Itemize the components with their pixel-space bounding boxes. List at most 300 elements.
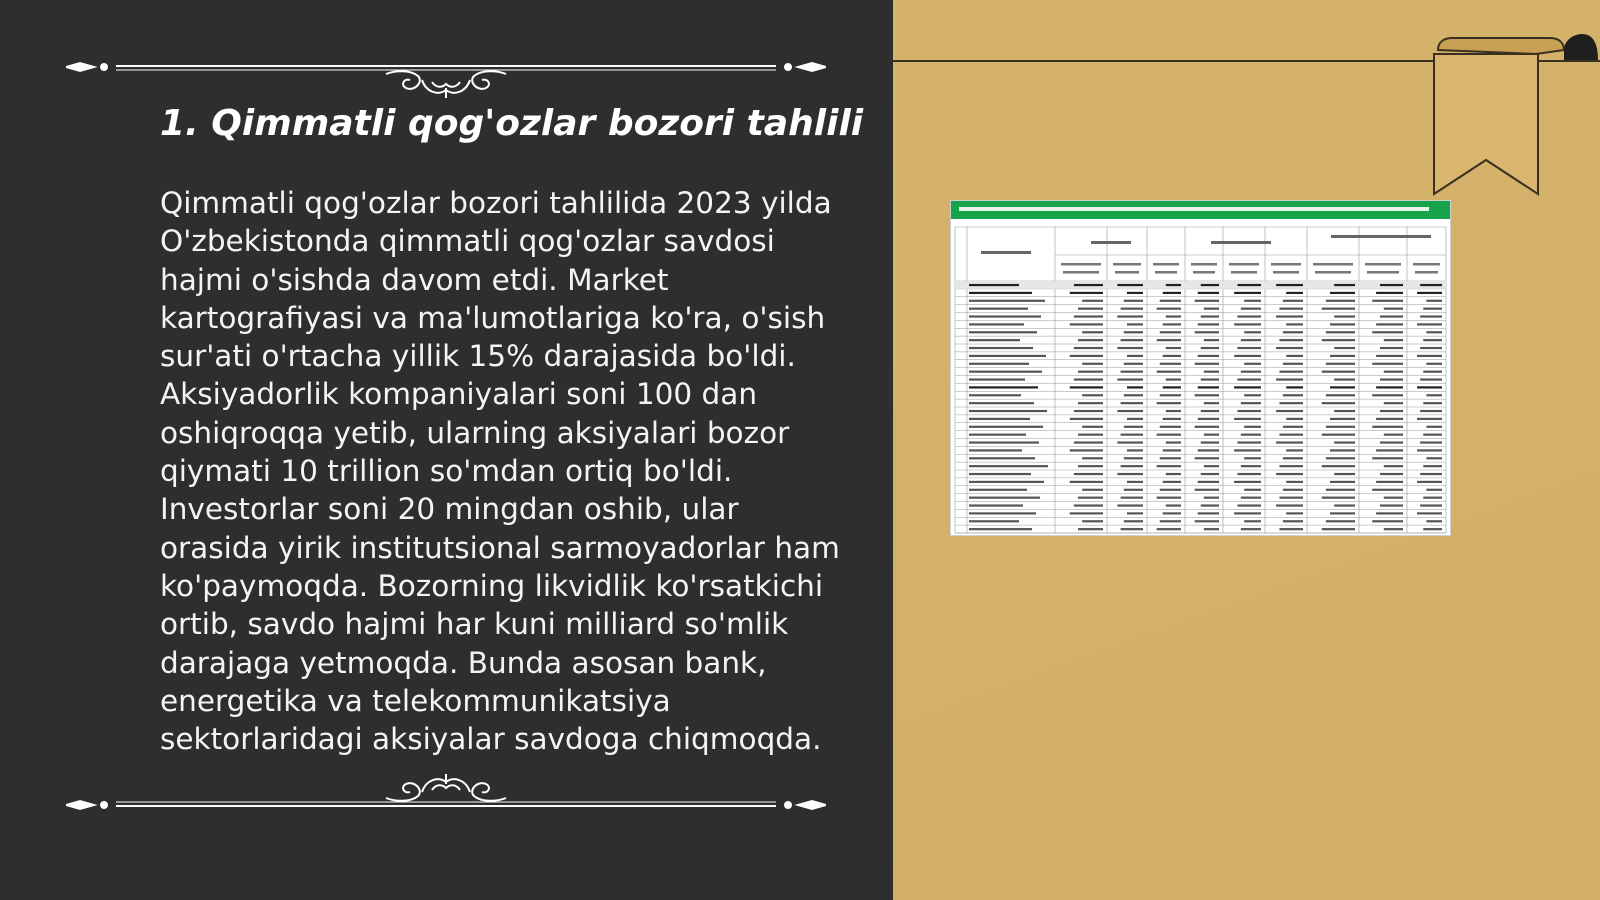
table-cell-text [1195, 520, 1219, 522]
table-cell-text [1163, 418, 1181, 420]
table-cell-text [1127, 323, 1143, 325]
table-cell-text [1322, 339, 1355, 341]
table-cell-text [1384, 339, 1403, 341]
table-cell-text [969, 481, 1044, 483]
table-cell-text [1157, 465, 1181, 467]
table-cell-text [1420, 410, 1442, 412]
table-cell-text [1423, 434, 1442, 436]
table-cell-text [1166, 410, 1181, 412]
table-cell-text [1380, 315, 1403, 317]
table-cell-text [1237, 441, 1261, 443]
table-cell-text [1376, 292, 1403, 294]
table-cell-text [1417, 355, 1442, 357]
table-row-highlight [955, 281, 1446, 289]
table-cell-text [1420, 284, 1442, 286]
table-cell-text [1423, 339, 1442, 341]
table-cell-text [1198, 323, 1219, 325]
table-cell-text [1286, 323, 1303, 325]
table-cell-text [1372, 331, 1403, 333]
table-cell-text [1426, 520, 1442, 522]
table-header-text [1211, 241, 1271, 244]
table-cell-text [1124, 457, 1143, 459]
table-cell-text [1372, 457, 1403, 459]
table-cell-text [1157, 497, 1181, 499]
table-cell-text [1420, 441, 1442, 443]
table-cell-text [969, 465, 1048, 467]
table-cell-text [1204, 402, 1219, 404]
table-cell-text [1195, 363, 1219, 365]
table-cell-text [1283, 426, 1303, 428]
table-cell-text [969, 355, 1046, 357]
table-cell-text [1244, 520, 1261, 522]
table-cell-text [1237, 284, 1261, 286]
table-cell-text [1082, 426, 1103, 428]
table-cell-text [1330, 481, 1355, 483]
table-cell-text [1166, 441, 1181, 443]
table-cell-text [1286, 418, 1303, 420]
table-cell-text [1117, 347, 1143, 349]
table-header-text [1365, 263, 1401, 266]
table-header-text [1061, 263, 1101, 266]
table-header-text [1091, 241, 1131, 244]
table-cell-text [1334, 378, 1355, 380]
table-cell-text [1163, 386, 1181, 388]
table-cell-text [1198, 386, 1219, 388]
table-cell-text [1279, 308, 1303, 310]
table-cell-text [1330, 512, 1355, 514]
table-cell-text [969, 323, 1024, 325]
table-cell-text [1082, 363, 1103, 365]
table-cell-text [1334, 410, 1355, 412]
table-cell-text [1380, 473, 1403, 475]
table-cell-text [1124, 489, 1143, 491]
table-cell-text [1380, 410, 1403, 412]
table-cell-text [1376, 323, 1403, 325]
table-cell-text [1234, 512, 1261, 514]
table-cell-text [969, 449, 1022, 451]
table-cell-text [1283, 331, 1303, 333]
table-cell-text [1326, 489, 1355, 491]
table-cell-text [1420, 473, 1442, 475]
table-cell-text [1426, 457, 1442, 459]
table-cell-text [1160, 331, 1181, 333]
table-cell-text [1160, 363, 1181, 365]
table-cell-text [1204, 497, 1219, 499]
table-cell-text [1283, 520, 1303, 522]
table-cell-text [1117, 378, 1143, 380]
table-cell-text [1078, 339, 1103, 341]
divider-scroll-icon [66, 772, 826, 832]
table-cell-text [1195, 331, 1219, 333]
table-cell-text [1121, 434, 1143, 436]
table-cell-text [1372, 489, 1403, 491]
table-cell-text [1237, 347, 1261, 349]
table-cell-text [1204, 465, 1219, 467]
table-cell-text [1417, 449, 1442, 451]
table-cell-text [1201, 473, 1219, 475]
table-cell-text [1372, 394, 1403, 396]
table-cell-text [1279, 465, 1303, 467]
table-cell-text [1244, 331, 1261, 333]
table-cell-text [1372, 520, 1403, 522]
table-cell-text [1195, 426, 1219, 428]
table-cell-text [969, 308, 1028, 310]
table-cell-text [1244, 300, 1261, 302]
table-cell-text [1121, 528, 1143, 530]
table-cell-text [1160, 394, 1181, 396]
table-header-text [1231, 271, 1257, 274]
table-cell-text [1237, 315, 1261, 317]
table-cell-text [1234, 418, 1261, 420]
table-cell-text [1117, 284, 1143, 286]
table-cell-text [1330, 449, 1355, 451]
table-cell-text [1078, 497, 1103, 499]
table-cell-text [1127, 292, 1143, 294]
table-cell-text [1198, 292, 1219, 294]
table-cell-text [1376, 355, 1403, 357]
table-cell-text [1195, 457, 1219, 459]
table-cell-text [1276, 347, 1303, 349]
table-cell-text [1334, 441, 1355, 443]
table-cell-text [1070, 418, 1103, 420]
table-cell-text [969, 347, 1033, 349]
table-graphic [951, 201, 1450, 535]
table-cell-text [1417, 386, 1442, 388]
table-title-text [959, 207, 1429, 211]
table-cell-text [1283, 394, 1303, 396]
table-cell-text [1384, 497, 1403, 499]
table-cell-text [969, 402, 1034, 404]
table-cell-text [1384, 434, 1403, 436]
table-cell-text [1166, 347, 1181, 349]
table-cell-text [1163, 292, 1181, 294]
table-cell-text [1157, 528, 1181, 530]
table-cell-text [1163, 323, 1181, 325]
table-cell-text [969, 418, 1030, 420]
table-header-text [1229, 263, 1259, 266]
table-cell-text [1074, 410, 1103, 412]
table-cell-text [1117, 473, 1143, 475]
table-cell-text [1286, 386, 1303, 388]
table-cell-text [1201, 284, 1219, 286]
table-cell-text [1078, 402, 1103, 404]
table-cell-text [1322, 434, 1355, 436]
table-cell-text [1283, 300, 1303, 302]
table-cell-text [1204, 371, 1219, 373]
table-cell-text [969, 300, 1045, 302]
table-cell-text [1157, 308, 1181, 310]
table-cell-text [1237, 410, 1261, 412]
table-cell-text [1417, 418, 1442, 420]
table-cell-text [1074, 347, 1103, 349]
table-cell-text [1157, 371, 1181, 373]
table-cell-text [1201, 504, 1219, 506]
table-cell-text [1334, 473, 1355, 475]
table-cell-text [1380, 284, 1403, 286]
table-cell-text [1163, 355, 1181, 357]
table-cell-text [1286, 481, 1303, 483]
table-cell-text [969, 457, 1035, 459]
table-cell-text [1074, 315, 1103, 317]
table-cell-text [1082, 394, 1103, 396]
table-cell-text [1372, 363, 1403, 365]
table-cell-text [1241, 402, 1261, 404]
table-cell-text [1279, 402, 1303, 404]
table-cell-text [969, 363, 1029, 365]
table-cell-text [1420, 315, 1442, 317]
table-header-text [1115, 271, 1139, 274]
table-cell-text [1234, 355, 1261, 357]
table-header-text [1063, 271, 1099, 274]
table-cell-text [1078, 308, 1103, 310]
table-cell-text [1276, 315, 1303, 317]
table-cell-text [1376, 512, 1403, 514]
table-header-text [1273, 271, 1299, 274]
table-cell-text [1283, 363, 1303, 365]
table-cell-text [1244, 363, 1261, 365]
table-cell-text [1326, 300, 1355, 302]
table-cell-text [1241, 371, 1261, 373]
table-cell-text [1423, 497, 1442, 499]
table-cell-text [1124, 300, 1143, 302]
table-cell-text [1166, 504, 1181, 506]
table-cell-text [1322, 497, 1355, 499]
table-cell-text [1384, 402, 1403, 404]
table-cell-text [1376, 386, 1403, 388]
table-cell-text [1234, 386, 1261, 388]
table-cell-text [1276, 284, 1303, 286]
table-cell-text [969, 473, 1031, 475]
table-cell-text [1127, 418, 1143, 420]
table-cell-text [1195, 394, 1219, 396]
table-cell-text [1166, 378, 1181, 380]
table-header-text [1367, 271, 1399, 274]
table-cell-text [1286, 449, 1303, 451]
table-cell-text [1423, 371, 1442, 373]
table-cell-text [1127, 512, 1143, 514]
table-cell-text [1198, 481, 1219, 483]
table-cell-text [1244, 426, 1261, 428]
table-cell-text [1244, 394, 1261, 396]
table-cell-text [1384, 308, 1403, 310]
table-cell-text [969, 315, 1041, 317]
table-cell-text [1078, 528, 1103, 530]
table-cell-text [1160, 426, 1181, 428]
table-header-text [1313, 263, 1353, 266]
table-cell-text [969, 520, 1019, 522]
table-cell-text [1276, 504, 1303, 506]
table-cell-text [969, 339, 1020, 341]
table-cell-text [1241, 308, 1261, 310]
table-cell-text [1070, 449, 1103, 451]
table-cell-text [1330, 418, 1355, 420]
table-cell-text [1423, 465, 1442, 467]
table-cell-text [1124, 394, 1143, 396]
table-cell-text [1117, 441, 1143, 443]
table-cell-text [1070, 481, 1103, 483]
table-cell-text [1163, 481, 1181, 483]
table-cell-text [1376, 481, 1403, 483]
table-cell-text [1276, 410, 1303, 412]
table-cell-text [1166, 473, 1181, 475]
table-cell-text [1279, 371, 1303, 373]
table-cell-text [1121, 339, 1143, 341]
table-cell-text [1283, 457, 1303, 459]
table-cell-text [1117, 410, 1143, 412]
table-cell-text [1127, 355, 1143, 357]
table-cell-text [1121, 308, 1143, 310]
table-cell-text [1241, 339, 1261, 341]
table-cell-text [1121, 497, 1143, 499]
table-cell-text [1124, 331, 1143, 333]
table-header-text [1191, 263, 1217, 266]
table-cell-text [1380, 441, 1403, 443]
table-cell-text [1241, 465, 1261, 467]
table-cell-text [1326, 363, 1355, 365]
table-cell-text [1082, 457, 1103, 459]
table-cell-text [969, 378, 1025, 380]
table-cell-text [1334, 504, 1355, 506]
table-cell-text [1283, 489, 1303, 491]
table-cell-text [1286, 355, 1303, 357]
table-cell-text [1241, 528, 1261, 530]
table-cell-text [1330, 355, 1355, 357]
table-cell-text [1234, 292, 1261, 294]
table-cell-text [1157, 339, 1181, 341]
table-cell-text [1326, 520, 1355, 522]
table-cell-text [969, 497, 1040, 499]
table-cell-text [1244, 457, 1261, 459]
table-cell-text [1124, 363, 1143, 365]
table-cell-text [1380, 347, 1403, 349]
table-cell-text [1121, 371, 1143, 373]
table-cell-text [1163, 512, 1181, 514]
table-cell-text [1074, 473, 1103, 475]
table-cell-text [1417, 512, 1442, 514]
table-cell-text [1204, 308, 1219, 310]
table-cell-text [1078, 465, 1103, 467]
table-header-text [1113, 263, 1141, 266]
table-cell-text [969, 504, 1023, 506]
table-cell-text [1160, 300, 1181, 302]
table-header-text [1193, 271, 1215, 274]
table-cell-text [1082, 520, 1103, 522]
table-cell-text [1127, 386, 1143, 388]
table-cell-text [1166, 315, 1181, 317]
table-cell-text [1078, 371, 1103, 373]
divider-scroll-icon [66, 40, 826, 100]
table-cell-text [969, 394, 1021, 396]
table-cell-text [1237, 378, 1261, 380]
table-cell-text [1417, 481, 1442, 483]
table-cell-text [1426, 331, 1442, 333]
table-cell-text [1070, 386, 1103, 388]
table-cell-text [1380, 378, 1403, 380]
table-cell-text [1326, 426, 1355, 428]
table-cell-text [1124, 426, 1143, 428]
table-cell-text [1234, 481, 1261, 483]
table-cell-text [1426, 363, 1442, 365]
table-cell-text [1322, 528, 1355, 530]
table-cell-text [1426, 300, 1442, 302]
table-cell-text [1426, 489, 1442, 491]
table-cell-text [1244, 489, 1261, 491]
table-cell-text [1234, 323, 1261, 325]
table-cell-text [969, 441, 1039, 443]
table-cell-text [1384, 465, 1403, 467]
table-cell-text [1157, 434, 1181, 436]
table-cell-text [1241, 497, 1261, 499]
table-cell-text [1330, 323, 1355, 325]
table-cell-text [1326, 331, 1355, 333]
table-cell-text [1241, 434, 1261, 436]
table-cell-text [1417, 292, 1442, 294]
table-header-text [1413, 263, 1440, 266]
table-cell-text [969, 371, 1042, 373]
table-cell-text [1322, 308, 1355, 310]
table-cell-text [1334, 347, 1355, 349]
table-cell-text [1124, 520, 1143, 522]
table-cell-text [969, 489, 1027, 491]
table-cell-text [1201, 347, 1219, 349]
table-header-text [1153, 263, 1179, 266]
table-cell-text [1082, 331, 1103, 333]
table-cell-text [969, 284, 1019, 286]
table-cell-text [1234, 449, 1261, 451]
table-cell-text [1160, 457, 1181, 459]
table-cell-text [1326, 394, 1355, 396]
table-cell-text [1163, 449, 1181, 451]
table-cell-text [1420, 378, 1442, 380]
table-cell-text [1201, 441, 1219, 443]
table-cell-text [1117, 315, 1143, 317]
table-cell-text [1279, 497, 1303, 499]
table-cell-text [1326, 457, 1355, 459]
table-cell-text [1074, 284, 1103, 286]
table-cell-text [1074, 378, 1103, 380]
table-cell-text [1322, 465, 1355, 467]
table-cell-text [1330, 292, 1355, 294]
table-cell-text [1426, 426, 1442, 428]
table-cell-text [1204, 528, 1219, 530]
table-cell-text [969, 331, 1037, 333]
table-cell-text [1160, 489, 1181, 491]
table-cell-text [1286, 292, 1303, 294]
table-cell-text [1198, 418, 1219, 420]
table-cell-text [1195, 300, 1219, 302]
table-cell-text [1198, 355, 1219, 357]
table-cell-text [1423, 308, 1442, 310]
table-cell-text [1384, 371, 1403, 373]
table-cell-text [1322, 371, 1355, 373]
table-cell-text [1204, 339, 1219, 341]
slide-title: 1. Qimmatli qog'ozlar bozori tahlili [160, 103, 864, 144]
table-cell-text [1276, 378, 1303, 380]
table-cell-text [1276, 441, 1303, 443]
table-cell-text [1237, 504, 1261, 506]
table-cell-text [1166, 284, 1181, 286]
table-cell-text [1070, 292, 1103, 294]
table-cell-text [1082, 489, 1103, 491]
table-cell-text [1117, 504, 1143, 506]
table-cell-text [1330, 386, 1355, 388]
table-header-text [981, 251, 1031, 254]
table-cell-text [1195, 489, 1219, 491]
bank-npl-table-image [951, 201, 1450, 535]
table-cell-text [1074, 441, 1103, 443]
table-header-text [1331, 235, 1431, 238]
table-cell-text [1279, 339, 1303, 341]
